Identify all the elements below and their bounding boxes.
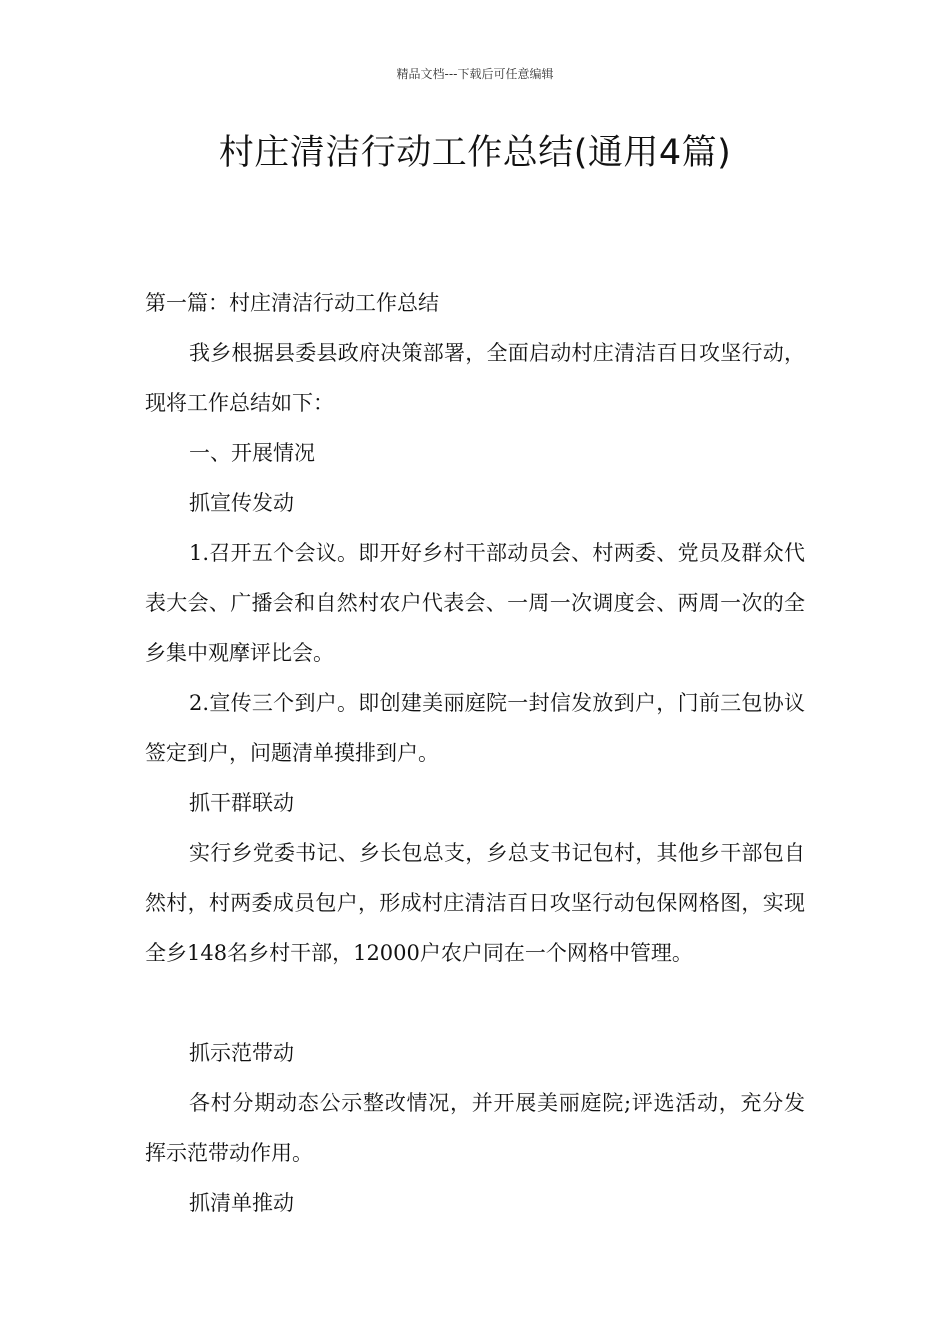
header-note: 精品文档---下载后可任意编辑 — [396, 67, 554, 81]
paragraph-five-meetings: 1.召开五个会议。即开好乡村干部动员会、村两委、党员及群众代表大会、广播会和自然村农户代表会、一周一次调度会、两周一次的全乡集中观摩评比会。 — [145, 541, 805, 665]
subheading-checklist: 抓清单推动 — [189, 1191, 294, 1215]
section-heading-part-one: 第一篇：村庄清洁行动工作总结 — [145, 291, 439, 315]
document-title: 村庄清洁行动工作总结(通用4篇) — [218, 133, 732, 173]
paragraph-gap — [145, 978, 805, 1028]
section-heading-overview: 一、开展情况 — [189, 441, 315, 465]
paragraph-grid-management: 实行乡党委书记、乡长包总支，乡总支书记包村，其他乡干部包自然村，村两委成员包户，形成村庄清洁百日攻坚行动包保网格图，实现全乡148名乡村干部，12000户农户同在一个网格中管理。 — [145, 841, 805, 965]
paragraph-three-households: 2.宣传三个到户。即创建美丽庭院一封信发放到户，门前三包协议签定到户，问题清单摸排到户。 — [145, 691, 805, 765]
subheading-demonstration: 抓示范带动 — [189, 1041, 294, 1065]
subheading-cadre-linkage: 抓干群联动 — [189, 791, 294, 815]
paragraph-demonstration: 各村分期动态公示整改情况，并开展美丽庭院;评选活动，充分发挥示范带动作用。 — [145, 1091, 805, 1165]
intro-paragraph: 我乡根据县委县政府决策部署，全面启动村庄清洁百日攻坚行动，现将工作总结如下： — [145, 341, 805, 415]
document-body — [145, 278, 805, 1228]
subheading-publicity: 抓宣传发动 — [189, 491, 294, 515]
